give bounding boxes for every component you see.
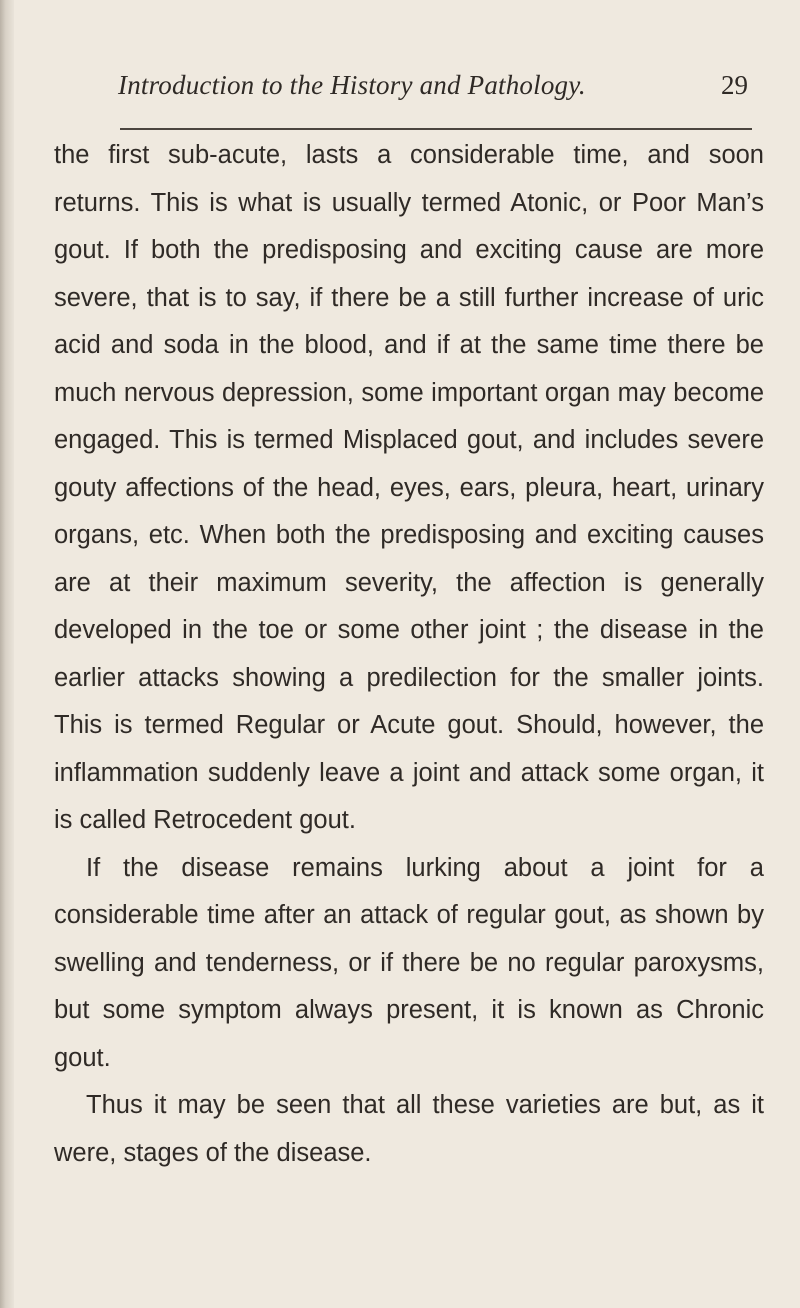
running-title: Introduction to the History and Pathology. (118, 70, 586, 100)
book-page (54, 0, 764, 1308)
page-number: 29 (721, 70, 748, 100)
body-text (54, 132, 764, 1177)
running-head (118, 70, 748, 114)
paragraph-continued: the first sub-acute, lasts a considerable time, and soon returns. This is what is usually termed Atonic, or Poor Man’s gout. If both the predisposing and exciting cause are more severe, that is to say, if there be a still further increase of uric acid and soda in the blood, and if at the same time there be much nervous depression, some important organ may become engaged. This is termed Misplaced gout, and includes severe gouty affections of the head, eyes, ears, pleura, heart, urinary organs, etc. When both the predisposing and exciting causes are at their maximum severity, the affection is generally developed in the toe or some other joint ; the disease in the earlier attacks showing a predilection for the smaller joints. This is termed Regular or Acute gout. Should, however, the inflammation suddenly leave a joint and attack some organ, it is called Retrocedent gout. (54, 141, 764, 834)
header-rule (120, 128, 752, 130)
book-gutter-edge (0, 0, 14, 1308)
paragraph-conclusion: Thus it may be seen that all these varieties are but, as it were, stages of the disease. (54, 1091, 764, 1167)
paragraph-chronic-gout: If the disease remains lurking about a joint for a considerable time after an attack of regular gout, as shown by swelling and tenderness, or if there be no regular paroxysms, but some symptom always present, it is known as Chronic gout. (54, 853, 764, 1072)
